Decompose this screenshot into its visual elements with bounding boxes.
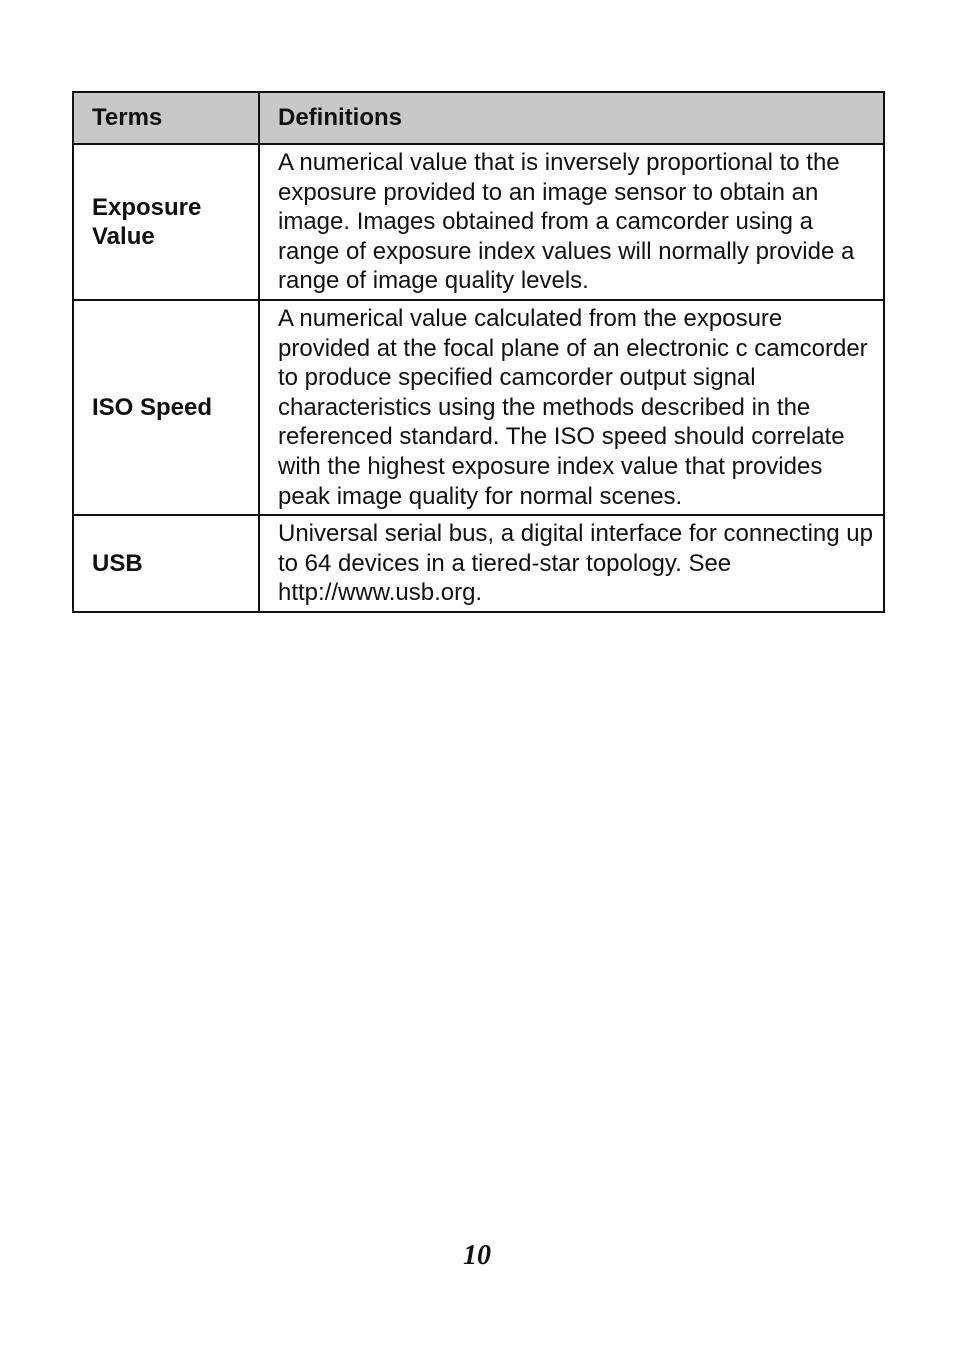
term-cell [73,515,259,612]
table-row [73,300,884,515]
term-cell [73,300,259,515]
definition-exposure-value: A numerical value that is inversely proportional to the exposure provided to an image sensor to obtain an image. Images obtained from a camcorder using a range of exposure index values will normally provide a range of image quality levels. [278,149,855,295]
term-iso-speed: ISO Speed [92,394,213,422]
terms-definitions-table [72,91,885,613]
table-row [73,515,884,612]
definition-cell [259,300,884,515]
term-usb: USB [92,550,143,578]
term-exposure-value: Exposure Value [92,193,202,250]
table-row [73,144,884,300]
column-header-definitions: Definitions [259,92,884,144]
definition-cell [259,515,884,612]
column-header-terms: Terms [73,92,259,144]
table-header-row [73,92,884,144]
definition-cell [259,144,884,300]
page-number: 10 [463,1240,491,1271]
term-cell [73,144,259,300]
definition-iso-speed: A numerical value calculated from the exposure provided at the focal plane of an electronic c camcorder to produce specified camcorder output signal characteristics using the methods described in the referenced standard. The ISO speed should correlate with the highest exposure index value that provides peak image quality for normal scenes. [278,304,868,510]
definition-usb: Universal serial bus, a digital interface for connecting up to 64 devices in a tiered-star topology. See http://www.usb.org. [278,520,873,607]
